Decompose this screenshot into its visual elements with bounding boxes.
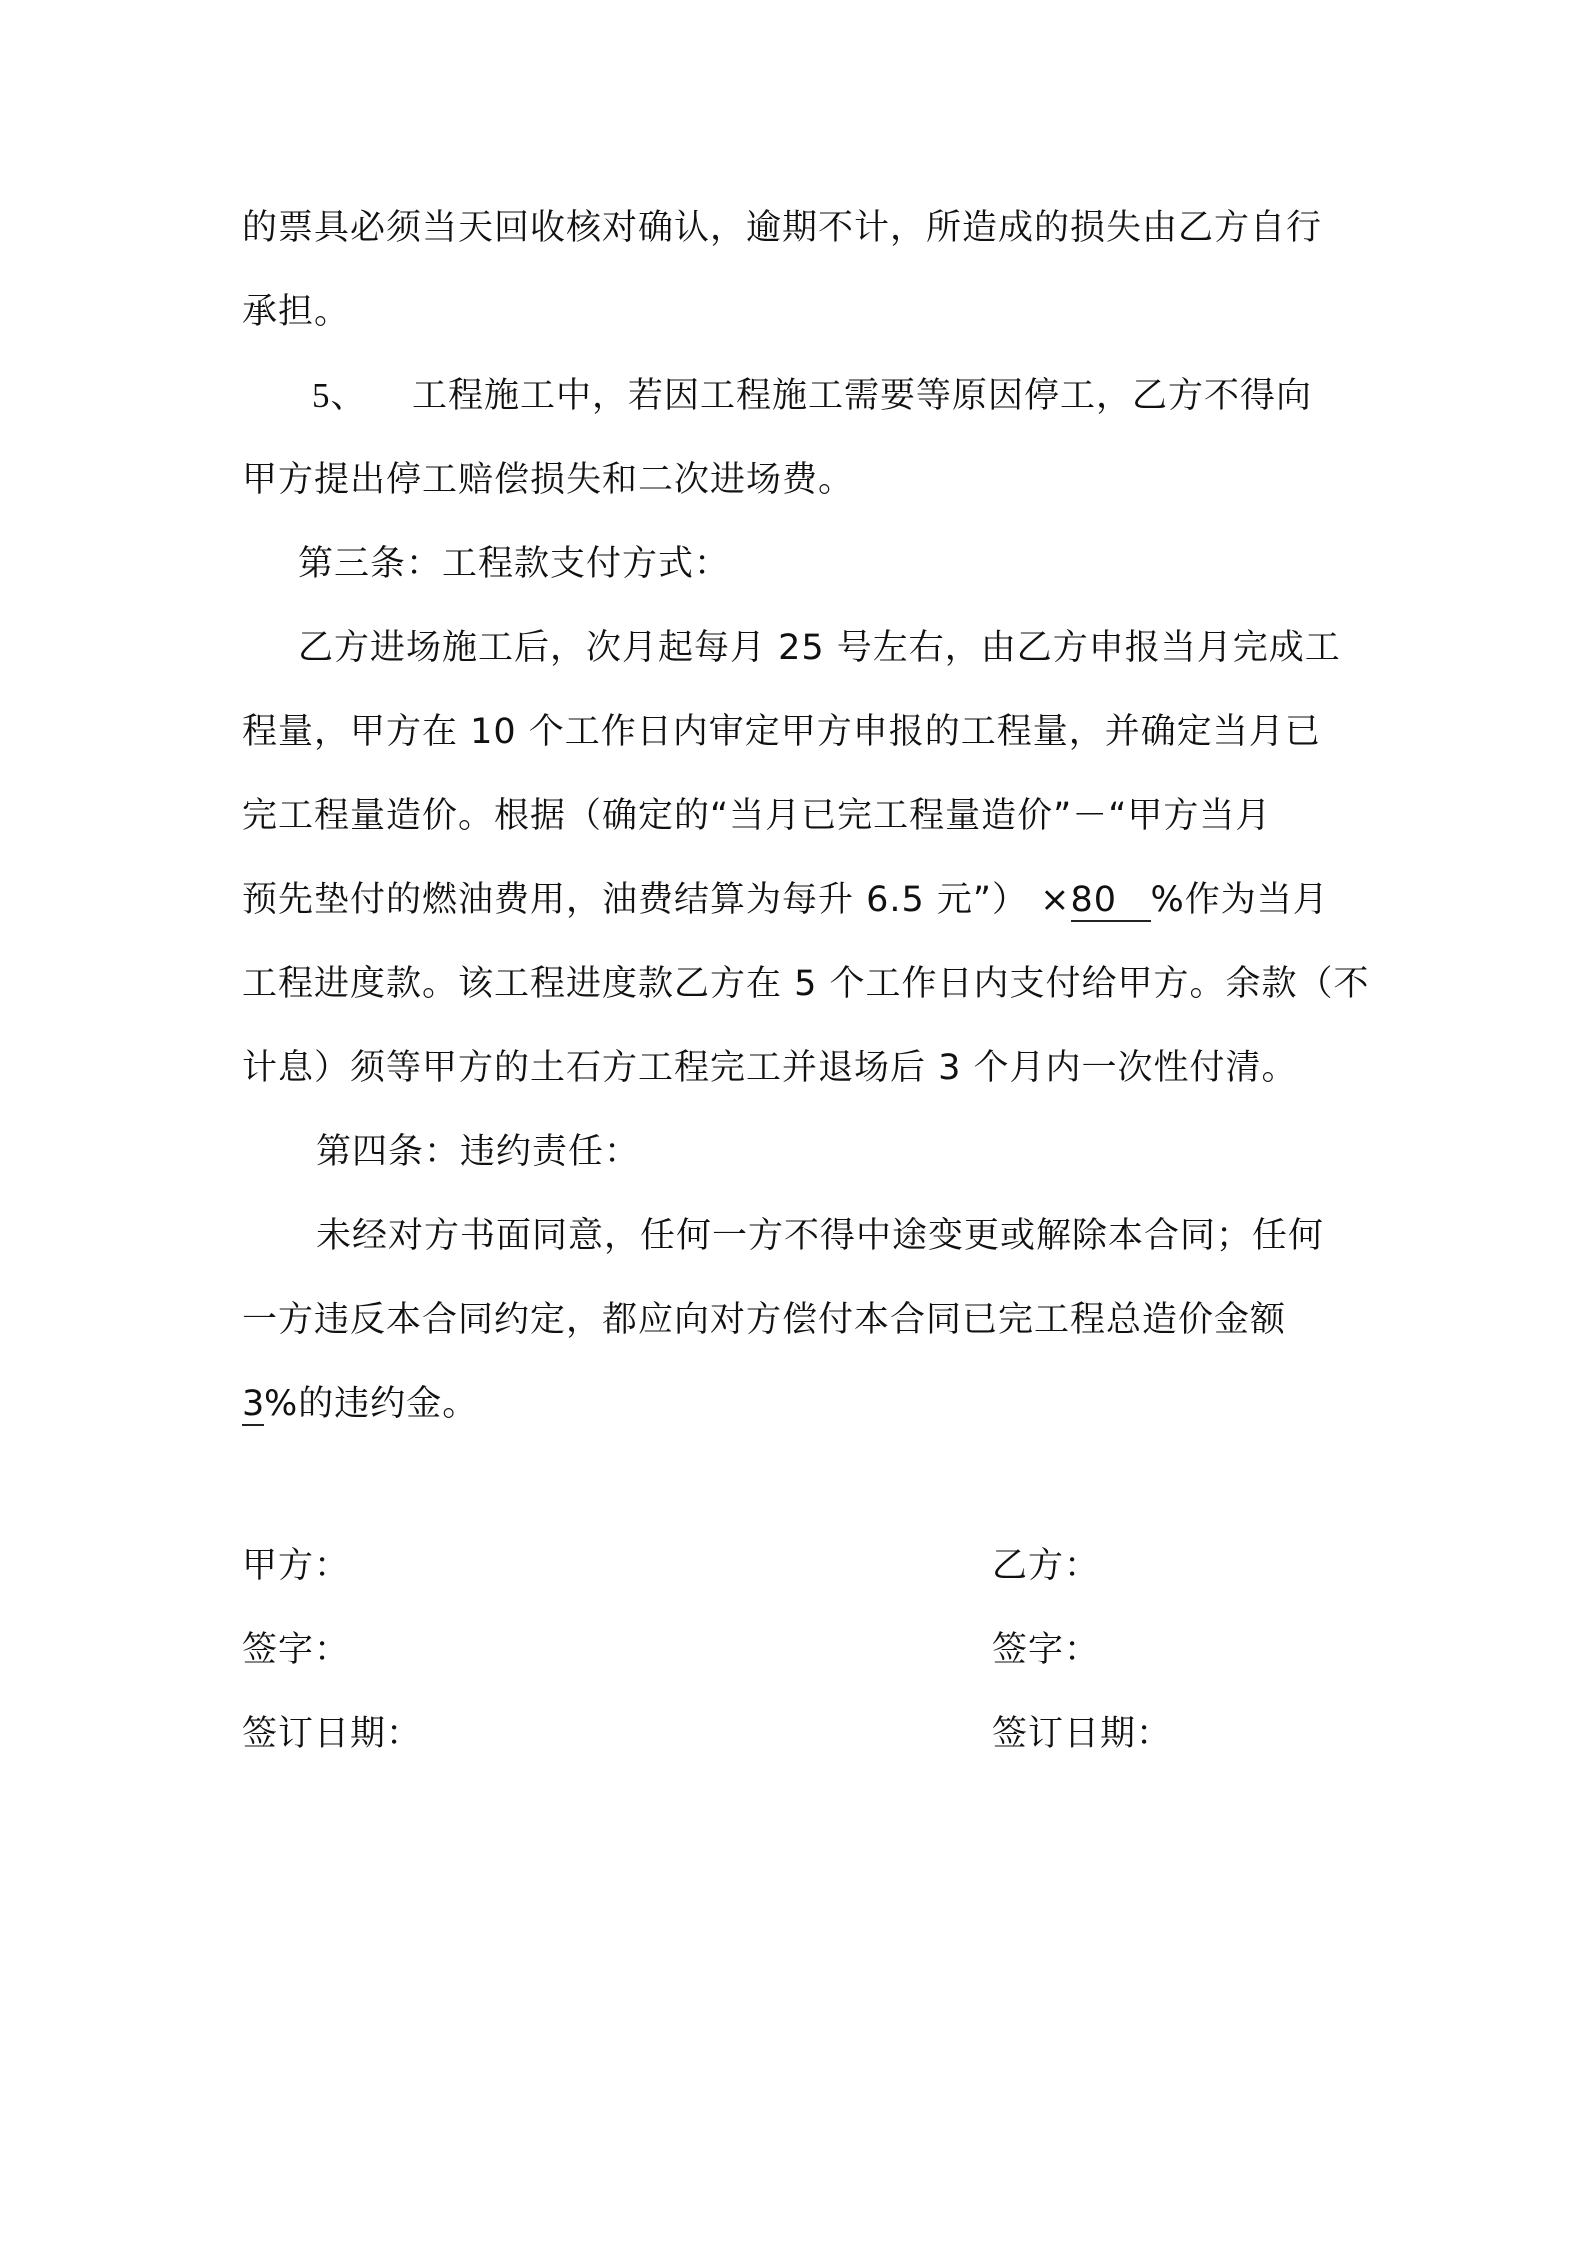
paragraph-text: %的违约金。 [264,1384,479,1424]
paragraph-line: 完工程量造价。根据（确定的“当月已完工程量造价”－“甲方当月 [242,796,1272,836]
article-3-heading [242,522,1418,606]
paragraph-line: 未经对方书面同意，任何一方不得中途变更或解除本合同；任何 [316,1216,1325,1256]
party-a-signature-block [242,1524,422,1776]
paragraph-line: 工程进度款。该工程进度款乙方在 5 个工作日内支付给甲方。余款（不 [242,964,1370,1004]
penalty-percent-blank: 3 [242,1384,266,1424]
paragraph-text: %作为当月 [1150,880,1329,920]
item-number: 5、 [312,376,367,415]
party-a-label: 甲方： [242,1546,351,1586]
party-b-date-label: 签订日期： [992,1714,1173,1754]
article-4-body [242,1194,1362,1446]
paragraph-line: 一方违反本合同约定，都应向对方偿付本合同已完工程总造价金额 [242,1300,1287,1340]
party-a-sign-label: 签字： [242,1630,351,1670]
party-b-label: 乙方： [992,1546,1101,1586]
article-4-heading [242,1110,1436,1194]
article-3-body [242,606,1370,1110]
clause-continuation [242,186,1362,354]
paragraph-line: 承担。 [242,292,351,332]
party-a-date-label: 签订日期： [242,1714,423,1754]
item-5 [242,354,1362,522]
party-b-sign-label: 签字： [992,1630,1101,1670]
section-heading: 第四条：违约责任： [316,1132,641,1172]
paragraph-line: 计息）须等甲方的土石方工程完工并退场后 3 个月内一次性付清。 [242,1048,1298,1088]
paragraph-text: 预先垫付的燃油费用，油费结算为每升 6.5 元”） × [242,880,1071,920]
paragraph-line: 的票具必须当天回收核对确认，逾期不计，所造成的损失由乙方自行 [242,208,1323,248]
progress-percent-blank: 80 [1071,880,1151,922]
section-heading: 第三条：工程款支付方式： [298,544,731,584]
item-text: 工程施工中，若因工程施工需要等原因停工，乙方不得向 [412,376,1313,416]
paragraph-line: 程量，甲方在 10 个工作日内审定甲方申报的工程量，并确定当月已 [242,712,1321,752]
party-b-signature-block [992,1524,1172,1776]
paragraph-line: 乙方进场施工后，次月起每月 25 号左右，由乙方申报当月完成工 [298,628,1341,668]
paragraph-line: 甲方提出停工赔偿损失和二次进场费。 [242,460,855,500]
